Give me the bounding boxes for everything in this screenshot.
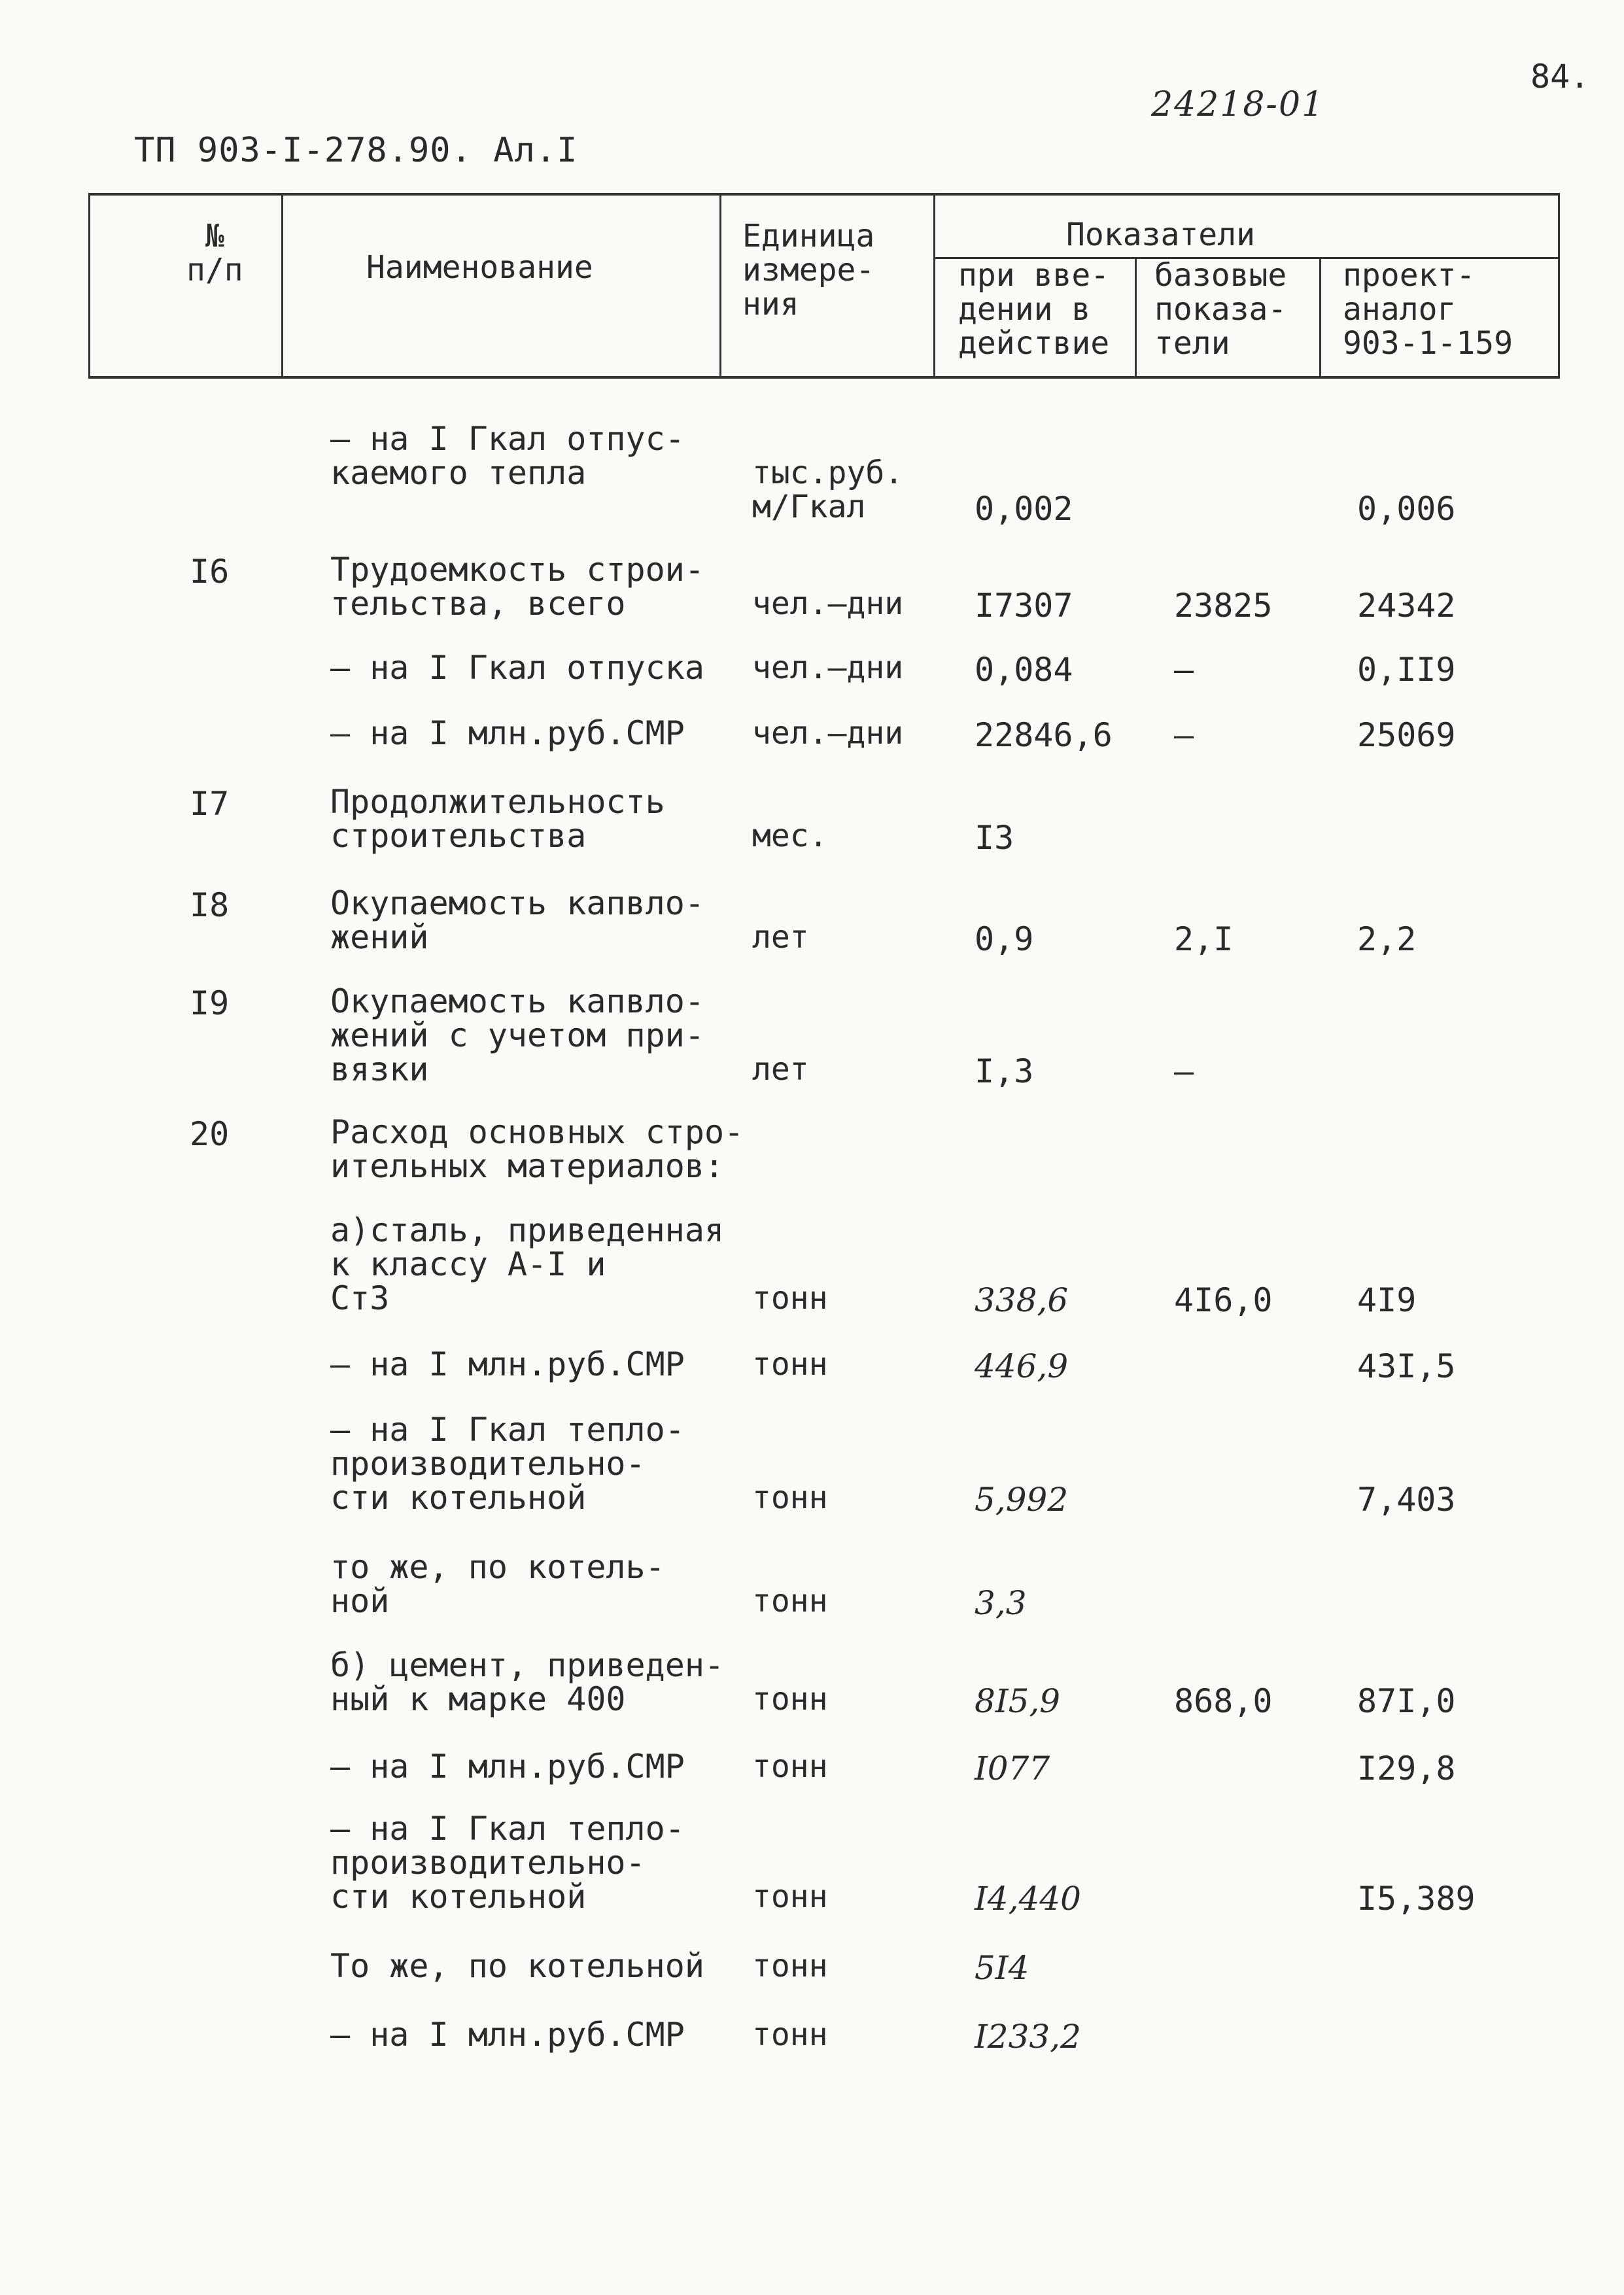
row-name: Окупаемость капвло- жений: [330, 884, 704, 956]
row-name: – на I млн.руб.СМР: [330, 2016, 685, 2054]
value-commissioning: I077: [975, 1750, 1050, 1787]
row-unit: чел.–дни: [752, 649, 904, 686]
value-analog: 2,2: [1357, 920, 1417, 958]
value-analog: 43I,5: [1357, 1347, 1456, 1385]
handwritten-archive-code: 24218-01: [1151, 85, 1325, 124]
value-analog: I5,389: [1357, 1880, 1476, 1918]
row-name: то же, по котель- ной: [330, 1548, 665, 1620]
row-name: – на I млн.руб.СМР: [330, 1345, 685, 1383]
row-unit: тонн: [752, 1346, 828, 1383]
row-number: I6: [190, 553, 230, 591]
table-header: [88, 193, 1560, 379]
value-baseline: –: [1174, 1052, 1194, 1090]
row-number: I9: [190, 984, 230, 1022]
header-indicators: Показатели: [1066, 216, 1255, 253]
row-name: б) цемент, приведен- ный к марке 400: [330, 1646, 725, 1718]
row-unit: тыс.руб. м/Гкал: [752, 455, 904, 525]
row-name: – на I Гкал отпус- каемого тепла: [330, 420, 685, 492]
value-commissioning: 446,9: [975, 1347, 1069, 1385]
row-unit: тонн: [752, 1948, 828, 1984]
header-num: № п/п: [186, 218, 243, 288]
value-baseline: –: [1174, 716, 1194, 754]
header-col-baseline: базовые показа- тели: [1154, 257, 1287, 362]
value-commissioning: 8I5,9: [975, 1682, 1061, 1720]
row-name: – на I млн.руб.СМР: [330, 714, 685, 752]
header-col-commissioning: при вве- дении в действие: [958, 257, 1110, 362]
row-unit: чел.–дни: [752, 715, 904, 751]
row-unit: лет: [752, 1051, 809, 1088]
header-col-divider-2: [719, 193, 721, 376]
value-analog: 87I,0: [1357, 1682, 1456, 1720]
value-baseline: 2,I: [1174, 920, 1234, 958]
header-col-divider-5: [1319, 257, 1321, 376]
value-commissioning: 0,002: [975, 490, 1073, 528]
row-number: I8: [190, 886, 230, 924]
header-name: Наименование: [366, 249, 593, 286]
header-top-border: [88, 193, 1560, 196]
document-reference: ТП 903-I-278.90. Ал.I: [134, 131, 578, 170]
header-left-border: [88, 193, 90, 376]
row-number: 20: [190, 1115, 230, 1153]
value-commissioning: I,3: [975, 1052, 1034, 1090]
header-col-divider-4: [1135, 257, 1137, 376]
row-unit: тонн: [752, 2016, 828, 2053]
row-name: – на I Гкал тепло- производительно- сти котельной: [330, 1810, 685, 1916]
value-commissioning: 3,3: [975, 1584, 1027, 1622]
value-commissioning: 0,9: [975, 920, 1034, 958]
row-unit: тонн: [752, 1681, 828, 1717]
value-analog: 25069: [1357, 716, 1456, 754]
header-col-divider-3: [933, 193, 935, 376]
row-name: Продолжительность строительства: [330, 783, 665, 855]
value-commissioning: 338,6: [975, 1281, 1069, 1319]
value-commissioning: I7307: [975, 587, 1073, 625]
row-unit: тонн: [752, 1583, 828, 1619]
value-commissioning: 22846,6: [975, 716, 1113, 754]
value-baseline: –: [1174, 651, 1194, 689]
row-name: – на I млн.руб.СМР: [330, 1748, 685, 1786]
row-unit: лет: [752, 919, 809, 956]
header-col-divider-1: [281, 193, 283, 376]
value-analog: 0,006: [1357, 490, 1456, 528]
value-analog: 4I9: [1357, 1281, 1417, 1319]
value-analog: 24342: [1357, 587, 1456, 625]
row-unit: тонн: [752, 1878, 828, 1915]
value-commissioning: I3: [975, 819, 1014, 857]
row-unit: тонн: [752, 1280, 828, 1317]
row-unit: тонн: [752, 1479, 828, 1516]
value-commissioning: 5I4: [975, 1949, 1029, 1987]
header-bottom-border: [88, 376, 1560, 379]
row-name: – на I Гкал отпуска: [330, 649, 704, 687]
header-col-analog: проект- аналог 903-1-159: [1343, 257, 1513, 362]
row-name: Окупаемость капвло- жений с учетом при- вязки: [330, 982, 704, 1088]
row-unit: мес.: [752, 818, 828, 854]
value-analog: 0,II9: [1357, 651, 1456, 689]
header-unit: Единица измере- ния: [742, 218, 875, 322]
value-commissioning: I4,440: [975, 1880, 1081, 1918]
page-number: 84.: [1530, 58, 1590, 95]
value-analog: 7,403: [1357, 1481, 1456, 1519]
value-commissioning: 0,084: [975, 651, 1073, 689]
row-name: То же, по котельной: [330, 1947, 704, 1985]
value-commissioning: 5,992: [975, 1481, 1069, 1519]
row-number: I7: [190, 785, 230, 823]
value-commissioning: I233,2: [975, 2018, 1081, 2056]
value-baseline: 23825: [1174, 587, 1273, 625]
value-baseline: 4I6,0: [1174, 1281, 1273, 1319]
header-right-border: [1558, 193, 1560, 376]
row-unit: чел.–дни: [752, 585, 904, 622]
row-name: – на I Гкал тепло- производительно- сти котельной: [330, 1411, 685, 1517]
value-analog: I29,8: [1357, 1750, 1456, 1787]
row-name: Расход основных стро- ительных материалов:: [330, 1113, 744, 1185]
row-name: Трудоемкость строи- тельства, всего: [330, 551, 704, 623]
row-name: а)сталь, приведенная к классу А-I и Ст3: [330, 1211, 725, 1317]
value-baseline: 868,0: [1174, 1682, 1273, 1720]
row-unit: тонн: [752, 1748, 828, 1785]
